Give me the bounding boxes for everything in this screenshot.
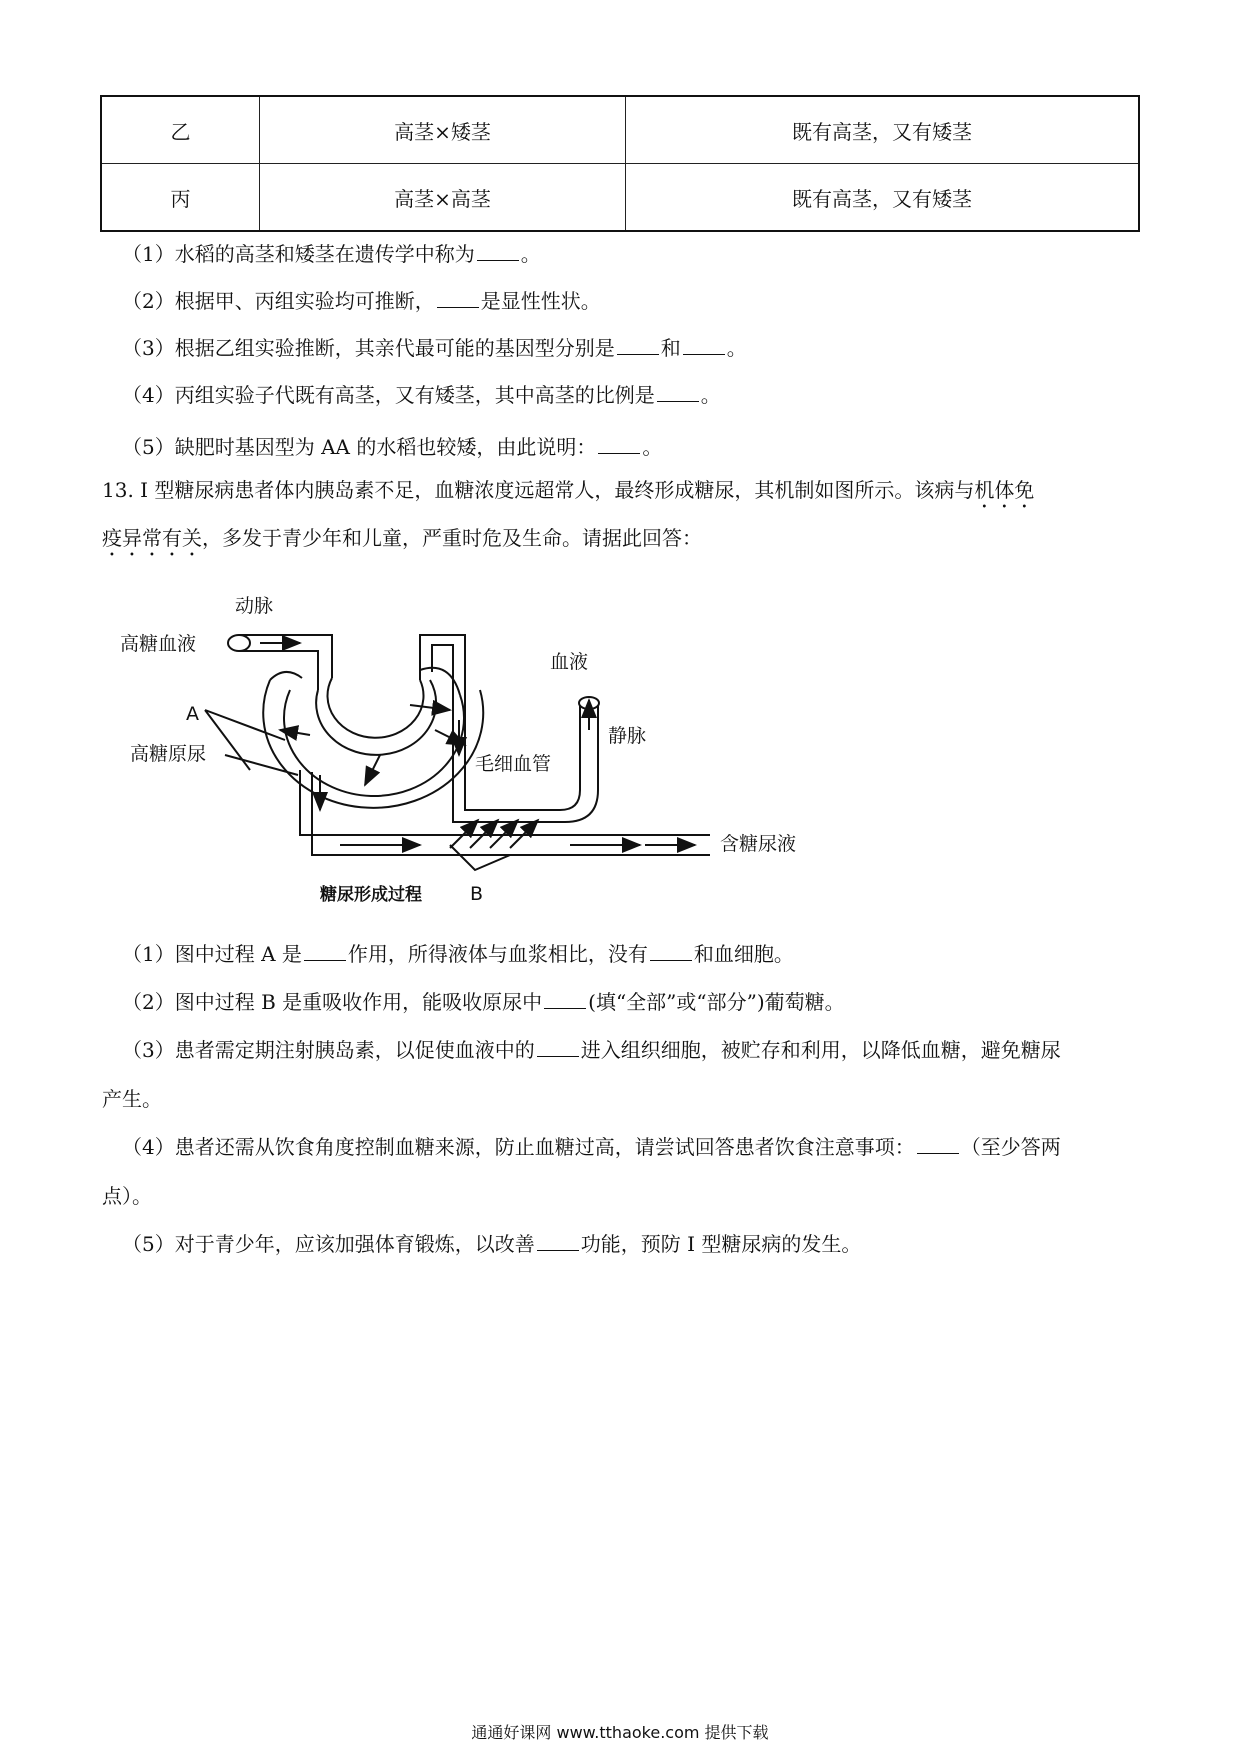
q13-item-4-cont: 点）。 bbox=[102, 1184, 152, 1208]
offspring-cell: 既有高茎，又有矮茎 bbox=[626, 164, 1140, 232]
answer-blank bbox=[537, 1232, 579, 1251]
tubule-top bbox=[300, 770, 710, 835]
cross-cell: 高茎×高茎 bbox=[260, 164, 626, 232]
footer-source: 通通好课网 www.tthaoke.com 提供下载 bbox=[471, 1723, 769, 1742]
efferent-tube-outer bbox=[420, 635, 560, 810]
label-capillary: 毛细血管 bbox=[475, 753, 552, 775]
answer-blank bbox=[657, 383, 699, 402]
q13-item-3: （3）患者需定期注射胰岛素，以促使血液中的 进入组织细胞，被贮存和利用，以降低血糖，避免糖尿 bbox=[122, 1038, 1061, 1062]
label-B: B bbox=[470, 883, 484, 905]
artery-opening bbox=[228, 635, 250, 651]
group-cell: 丙 bbox=[101, 164, 260, 232]
q13-item-1: （1）图中过程 A 是 作用，所得液体与血浆相比，没有 和血细胞。 bbox=[122, 942, 794, 966]
artery-tube-bottom bbox=[239, 651, 318, 690]
answer-blank bbox=[917, 1135, 959, 1154]
cross-table bbox=[100, 95, 1140, 232]
answer-blank bbox=[477, 242, 519, 261]
answer-blank bbox=[537, 1038, 579, 1057]
q13-item-2: （2）图中过程 B 是重吸收作用，能吸收原尿中 (填“全部”或“部分”)葡萄糖。 bbox=[122, 990, 845, 1014]
q12-item-4: （4）丙组实验子代既有高茎，又有矮茎，其中高茎的比例是 。 bbox=[122, 383, 721, 407]
diagram-caption: 糖尿形成过程 bbox=[320, 885, 422, 905]
answer-blank bbox=[683, 336, 725, 355]
label-A: A bbox=[186, 703, 199, 725]
cross-cell: 高茎×矮茎 bbox=[260, 96, 626, 164]
label-blood: 血液 bbox=[550, 651, 589, 673]
answer-blank bbox=[617, 336, 659, 355]
q13-intro-line-2: 疫异常有关，多发于青少年和儿童，严重时危及生命。请据此回答： bbox=[102, 526, 702, 550]
label-sugar-urine: 含糖尿液 bbox=[720, 833, 797, 855]
q13-item-3-cont: 产生。 bbox=[102, 1087, 162, 1111]
answer-blank bbox=[437, 289, 479, 308]
tubule-bottom bbox=[312, 772, 710, 855]
label-high-sugar-blood: 高糖血液 bbox=[120, 633, 197, 655]
capsule-left-cap bbox=[270, 672, 302, 680]
table-row bbox=[101, 164, 1139, 232]
filtration-arrow bbox=[365, 755, 380, 785]
q12-item-2: （2）根据甲、丙组实验均可推断， 是显性性状。 bbox=[122, 289, 601, 313]
capillary-inner bbox=[565, 705, 598, 822]
group-cell: 乙 bbox=[101, 96, 260, 164]
label-vein: 静脉 bbox=[608, 725, 647, 747]
capsule-outer bbox=[263, 680, 483, 808]
pointer-B bbox=[450, 845, 510, 870]
answer-blank bbox=[650, 942, 692, 961]
answer-blank bbox=[304, 942, 346, 961]
q12-item-5: （5）缺肥时基因型为 AA 的水稻也较矮，由此说明： 。 bbox=[122, 435, 663, 459]
efferent-tube-inner bbox=[432, 645, 565, 822]
filtration-arrow bbox=[280, 730, 310, 735]
q12-item-1: （1）水稻的高茎和矮茎在遗传学中称为 。 bbox=[122, 242, 541, 266]
urine-formation-diagram bbox=[120, 580, 840, 910]
filtration-arrow bbox=[410, 705, 450, 710]
label-high-sugar-urine: 高糖原尿 bbox=[130, 743, 207, 765]
label-artery: 动脉 bbox=[235, 595, 274, 617]
q12-item-3: （3）根据乙组实验推断，其亲代最可能的基因型分别是 和 。 bbox=[122, 336, 747, 360]
answer-blank bbox=[544, 990, 586, 1009]
table-row bbox=[101, 96, 1139, 164]
capillary-outer bbox=[560, 705, 580, 810]
pointer-urine bbox=[225, 755, 298, 775]
offspring-cell: 既有高茎，又有矮茎 bbox=[626, 96, 1140, 164]
answer-blank bbox=[598, 435, 640, 454]
q13-item-5: （5）对于青少年，应该加强体育锻炼，以改善 功能，预防 I 型糖尿病的发生。 bbox=[122, 1232, 862, 1256]
q13-item-4: （4）患者还需从饮食角度控制血糖来源，防止血糖过高，请尝试回答患者饮食注意事项： （至少答两 bbox=[122, 1135, 1061, 1159]
q13-intro-line-1: 13. I 型糖尿病患者体内胰岛素不足，血糖浓度远超常人，最终形成糖尿，其机制如图所示。该病与机体免 bbox=[102, 478, 1035, 502]
glomerulus-inner bbox=[328, 678, 424, 738]
